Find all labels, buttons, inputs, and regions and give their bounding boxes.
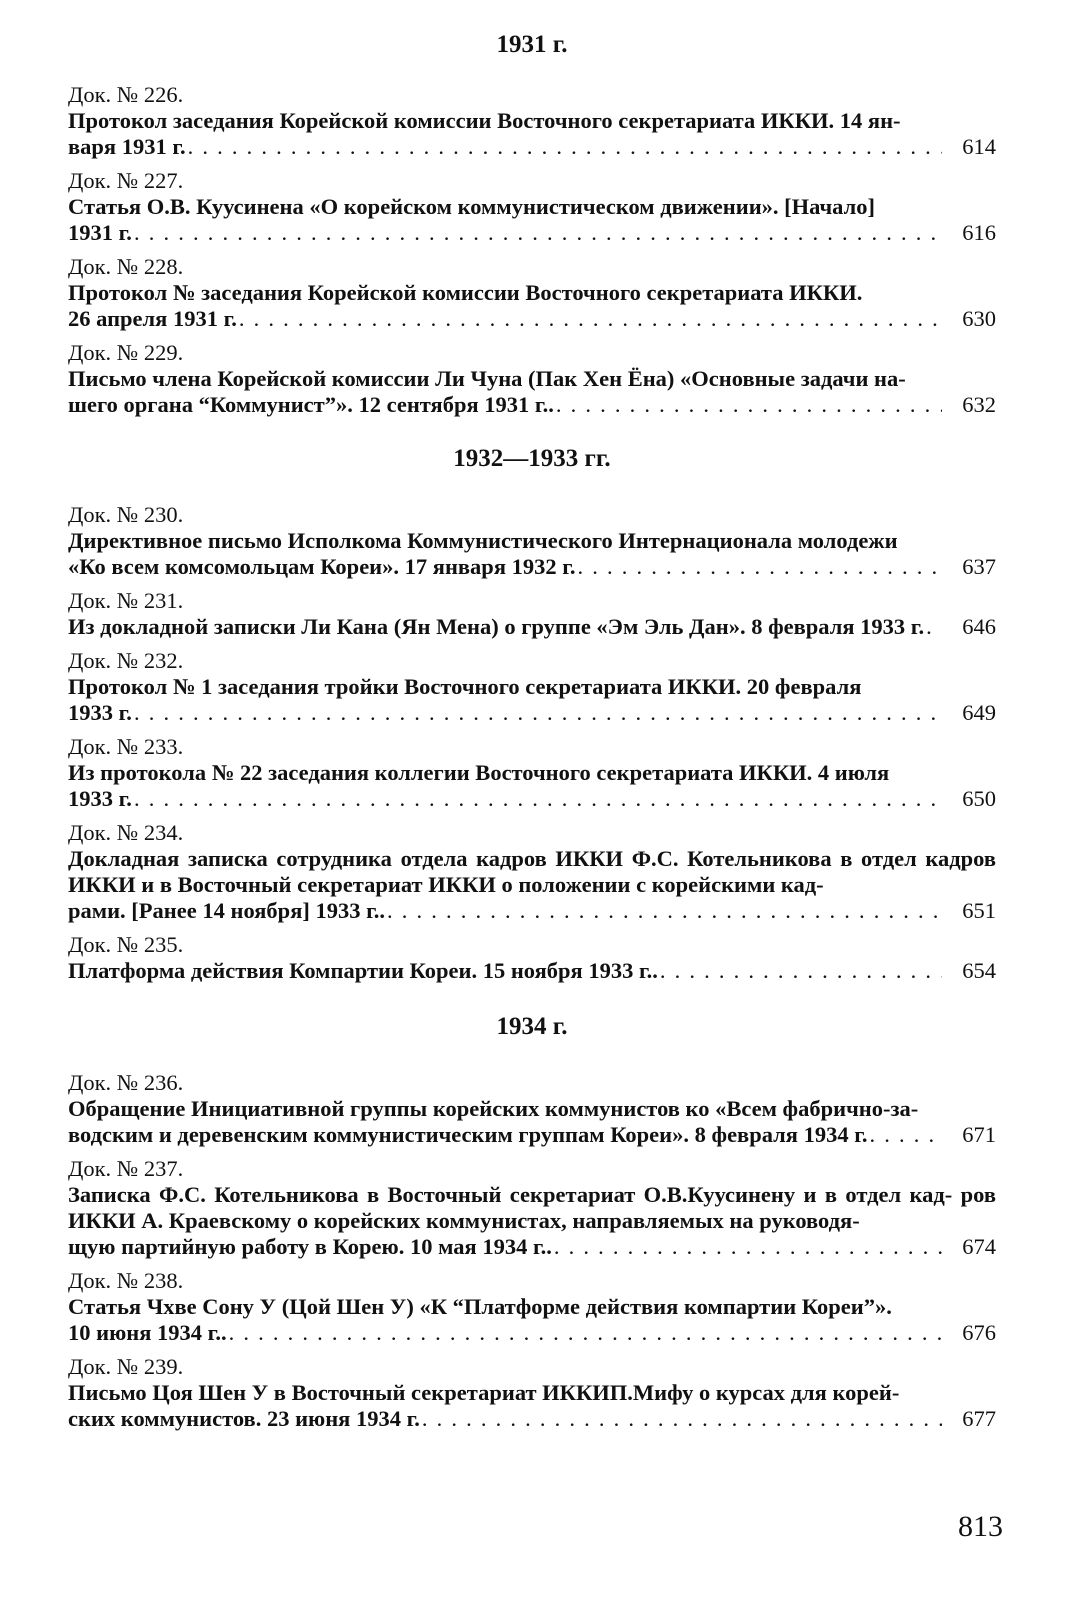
doc-title-end: Платформа действия Компартии Кореи. 15 ноября 1933 г.. [68,958,658,983]
doc-title: Протокол № заседания Корейской комиссии Восточного секретариата ИККИ. [68,280,863,305]
toc-section [68,1012,996,1432]
doc-title: Записка Ф.С. Котельникова в Восточный секретариат О.В.Куусинену и в отдел кад- ров ИККИ А. Краевскому о корейских коммунистах, направляемых на руководя- [68,1182,996,1233]
dot-leader [422,1406,942,1432]
page-ref: 654 [962,958,996,983]
doc-title: Письмо Цоя Шен У в Восточный секретариат ИККИП.Мифу о курсах для корей- [68,1380,900,1405]
doc-title: Директивное письмо Исполкома Коммунистического Интернационала молодежи [68,528,898,553]
page-ref: 651 [962,898,996,923]
doc-title-last-line [68,958,996,984]
doc-title-end: щую партийную работу в Корею. 10 мая 1934 г.. [68,1234,552,1259]
doc-title-last-line [68,554,996,580]
doc-number: Док. № 239. [68,1354,184,1379]
dot-leader [134,220,942,246]
doc-title-last-line [68,700,996,726]
doc-title-end: 1933 г. [68,786,132,811]
toc-entry [68,932,996,984]
toc-entry [68,1268,996,1346]
doc-title-last-line [68,306,996,332]
dot-leader [660,958,942,984]
page-ref: 676 [962,1320,996,1345]
dot-leader [578,554,942,580]
page-ref: 630 [962,306,996,331]
toc-section [68,444,996,984]
toc-entry [68,168,996,246]
doc-number: Док. № 230. [68,502,184,527]
dot-leader [556,392,942,418]
toc-section [68,30,996,418]
section-title: 1934 г. [496,1013,568,1040]
doc-title-end: «Ко всем комсомольцам Кореи». 17 января 1932 г. [68,554,576,579]
doc-title-end: ских коммунистов. 23 июня 1934 г. [68,1406,420,1431]
doc-number: Док. № 227. [68,168,184,193]
doc-title: Протокол № 1 заседания тройки Восточного секретариата ИККИ. 20 февраля [68,674,862,699]
toc-entry [68,1070,996,1148]
page-ref: 677 [962,1406,996,1431]
doc-number: Док. № 233. [68,734,184,759]
doc-title-last-line [68,1406,996,1432]
doc-title-end: варя 1931 г. [68,134,186,159]
section-title: 1932—1933 гг. [453,445,611,472]
toc-entry [68,820,996,924]
doc-title-end: Из докладной записки Ли Кана (Ян Мена) о группе «Эм Эль Дан». 8 февраля 1933 г. [68,614,925,639]
page-ref: 646 [962,614,996,639]
doc-title-last-line [68,614,996,640]
doc-title-last-line [68,1234,996,1260]
doc-number: Док. № 237. [68,1156,184,1181]
doc-title-last-line [68,1320,996,1346]
doc-number: Док. № 235. [68,932,184,957]
page-ref: 637 [962,554,996,579]
doc-number: Док. № 234. [68,820,184,845]
page-ref: 632 [962,392,996,417]
doc-number: Док. № 231. [68,588,184,613]
toc-entry [68,82,996,160]
doc-title-end: 10 июня 1934 г.. [68,1320,227,1345]
toc-entry [68,648,996,726]
doc-number: Док. № 232. [68,648,184,673]
toc-entry [68,1156,996,1260]
dot-leader [239,306,942,332]
dot-leader [188,134,942,160]
doc-title: Статья Чхве Сону У (Цой Шен У) «К “Платформе действия компартии Кореи”». [68,1294,892,1319]
doc-title: Статья О.В. Куусинена «О корейском коммунистическом движении». [Начало] [68,194,876,219]
dot-leader [870,1122,942,1148]
doc-title: Письмо члена Корейской комиссии Ли Чуна (Пак Хен Ёна) «Основные задачи на- [68,366,906,391]
toc-entry [68,254,996,332]
dot-leader [554,1234,942,1260]
doc-number: Док. № 236. [68,1070,184,1095]
toc-entry [68,734,996,812]
doc-title: Протокол заседания Корейской комиссии Восточного секретариата ИККИ. 14 ян- [68,108,901,133]
doc-title-end: рами. [Ранее 14 ноября] 1933 г.. [68,898,386,923]
doc-number: Док. № 229. [68,340,184,365]
toc-entry [68,1354,996,1432]
doc-title-last-line [68,392,996,418]
doc-title-last-line [68,1122,996,1148]
doc-number: Док. № 226. [68,82,184,107]
dot-leader [229,1320,942,1346]
page-ref: 650 [962,786,996,811]
section-title: 1931 г. [496,31,568,58]
page-ref: 649 [962,700,996,725]
page-ref: 674 [962,1234,996,1259]
doc-number: Док. № 228. [68,254,184,279]
dot-leader [134,786,942,812]
toc-entry [68,340,996,418]
doc-title-last-line [68,898,996,924]
page-ref: 616 [962,220,996,245]
doc-title-end: шего органа “Коммунист”». 12 сентября 1931 г.. [68,392,554,417]
doc-title-end: водским и деревенским коммунистическим группам Кореи». 8 февраля 1934 г. [68,1122,868,1147]
dot-leader [926,614,942,640]
page-ref: 614 [962,134,996,159]
page-number: 813 [958,1510,1003,1543]
doc-title: Докладная записка сотрудника отдела кадров ИККИ Ф.С. Котельникова в отдел кадров ИККИ и в Восточный секретариат ИККИ о положении с корейскими кад- [68,846,996,897]
doc-title: Из протокола № 22 заседания коллегии Восточного секретариата ИККИ. 4 июля [68,760,890,785]
doc-title-last-line [68,220,996,246]
doc-number: Док. № 238. [68,1268,184,1293]
doc-title-last-line [68,786,996,812]
table-of-contents [68,30,996,1440]
doc-title-last-line [68,134,996,160]
doc-title-end: 1931 г. [68,220,132,245]
page-ref: 671 [962,1122,996,1147]
doc-title-end: 1933 г. [68,700,132,725]
doc-title-end: 26 апреля 1931 г. [68,306,237,331]
dot-leader [387,898,942,924]
dot-leader [134,700,942,726]
toc-entry [68,588,996,640]
toc-entry [68,502,996,580]
doc-title: Обращение Инициативной группы корейских коммунистов ко «Всем фабрично-за- [68,1096,919,1121]
